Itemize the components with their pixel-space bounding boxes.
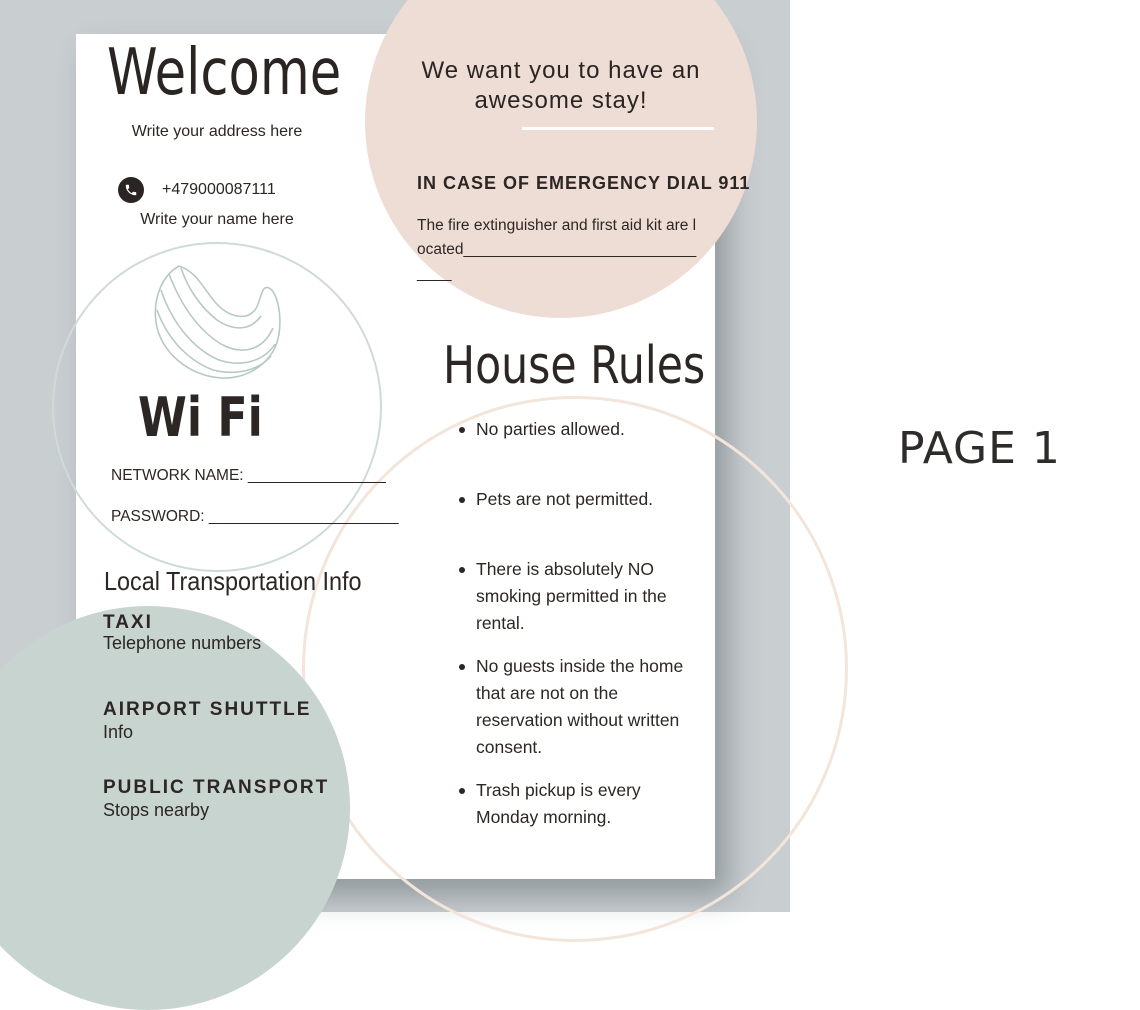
list-item: No guests inside the home that are not on the reservation without written consent. [476, 653, 691, 761]
transport-detail: Info [103, 722, 134, 742]
wifi-wave-icon [151, 260, 285, 387]
welcome-title: Welcome [107, 36, 342, 110]
house-rules-title: House Rules [443, 336, 706, 396]
transport-heading: PUBLIC TRANSPORT [103, 777, 330, 798]
stay-message: We want you to have an awesome stay! [421, 57, 701, 114]
transport-detail: Telephone numbers [103, 633, 262, 653]
list-item: No parties allowed. [476, 416, 691, 443]
phone-icon [118, 177, 144, 203]
list-item: Pets are not permitted. [476, 486, 691, 513]
emergency-equipment-note: The fire extinguisher and first aid kit are located_______________________________ [417, 217, 697, 282]
transport-heading: AIRPORT SHUTTLE [103, 699, 312, 720]
emergency-heading: IN CASE OF EMERGENCY DIAL 911 [417, 173, 751, 193]
transport-heading: TAXI [103, 612, 153, 633]
host-name-line: Write your name here [140, 211, 294, 228]
list-item: Trash pickup is every Monday morning. [476, 777, 691, 831]
welcome-sheet [76, 34, 751, 879]
wifi-title: Wi Fi [138, 386, 263, 449]
list-item: There is absolutely NO smoking permitted in the rental. [476, 556, 691, 637]
password-field: PASSWORD: ______________________ [111, 508, 399, 525]
address-line: Write your address here [131, 123, 303, 140]
phone-number: +479000087111 [162, 181, 276, 198]
page-label: PAGE 1 [898, 423, 1061, 474]
network-name-field: NETWORK NAME: ________________ [111, 467, 386, 484]
divider [522, 127, 714, 130]
transport-title: Local Transportation Info [104, 566, 362, 596]
transport-detail: Stops nearby [103, 800, 210, 820]
